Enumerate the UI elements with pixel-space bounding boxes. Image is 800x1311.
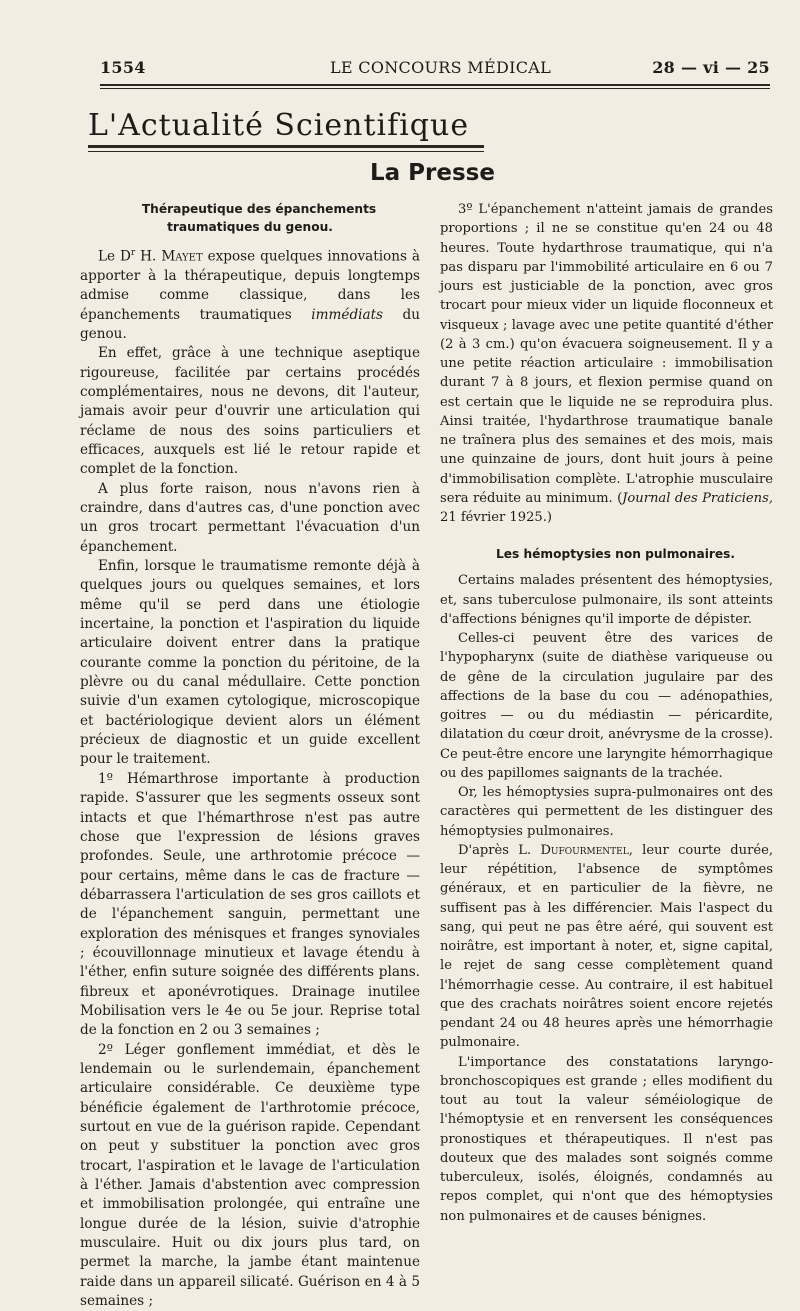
section-title-rule-thin	[88, 151, 484, 152]
rubric-title: La Presse	[370, 160, 495, 186]
issue-date: 28 — vi — 25	[652, 58, 770, 77]
paragraph: 1º Hémarthrose importante à production rapide. S'assurer que les segments osseux sont intacts et que l'hémarthrose n'est pas autre chose que l'expression de lésions graves profondes. Seule, une arthrotomie précoce — pour certains, même dans le cas de fracture — débarrassera l'articulation de ses gros caillots et de l'épanchement sanguin, permettant une exploration des ménisques et franges synoviales ; écouvillonnage minutieux et lavage étendu à l'éther, enfin suture soignée des différents plans. fibreux et aponévrotiques. Drainage inutilee Mobilisation vers le 4e ou 5e jour. Reprise total de la fonction en 2 ou 3 semaines ;	[80, 770, 420, 1039]
paragraph: D'après L. Dufourmentel, leur courte durée, leur répétition, l'absence de symptômes généraux, et en particulier de la fièvre, ne suffisent pas à les différencier. Mais l'aspect du sang, qui peut ne pas être aéré, qui souvent est noirâtre, est important à noter, et, signe capital, le rejet de sang cesse complètement quand l'hémorrhagie cesse. Au contraire, il est habituel que des crachats noirâtres soient encore rejetés pendant 24 ou 48 heures après une hémorrhagie pulmonaire.	[440, 842, 773, 1051]
page-number: 1554	[100, 58, 146, 77]
paragraph: Or, les hémoptysies supra-pulmonaires ont des caractères qui permettent de les distinguer des hémoptysies pulmonaires.	[440, 785, 773, 839]
paragraph: En effet, grâce à une technique aseptique rigoureuse, facilitée par certains procédés complémentaires, nous ne devons, dit l'auteur, jamais avoir peur d'ouvrir une articulation qui réclame de nous des soins particuliers et efficaces, auxquels est lié le retour rapide et complet de la fonction.	[80, 345, 420, 478]
author-name: Mayet	[161, 248, 203, 265]
article-title: Thérapeutique des épanchements traumatiques du genou.	[141, 202, 377, 234]
section-title: L'Actualité Scientifique	[88, 108, 470, 143]
article-title: Les hémoptysies non pulmonaires.	[495, 547, 736, 562]
paragraph: Certains malades présentent des hémoptysies, et, sans tuberculose pulmonaire, ils sont atteints d'affections bénignes qu'il importe de dépister.	[440, 573, 773, 627]
paragraph: Enfin, lorsque le traumatisme remonte déjà à quelques jours ou quelques semaines, et lors même qu'il se perd dans une étiologie incertaine, la ponction et l'aspiration du liquide articulaire doivent entrer dans la pratique courante comme la ponction du péritoine, de la plèvre ou du canal médullaire. Cette ponction suivie d'un examen cytologique, microscopique et bactériologique devient alors un élément précieux de diagnostic et un guide excellent pour le traitement.	[80, 558, 420, 768]
paragraph: Le $D^r$ H. Mayet expose quelques innovations à apporter à la thérapeutique, depuis longtemps admise comme classique, dans les épanchements traumatiques immédiats du genou.	[80, 248, 421, 342]
journal-title: LE CONCOURS MÉDICAL	[330, 58, 552, 77]
paragraph: L'importance des constatations laryngo-bronchoscopiques est grande ; elles modifient du tout au tout la valeur séméiologique de l'hémoptysie et en renversent les conséquences pronostiques et thérapeutiques. Il n'est pas douteux que des malades sont soignés comme tuberculeux, isolés, éloignés, condamnés au repos complet, qui n'ont que des hémoptysies non pulmonaires et de causes bénignes.	[440, 1054, 773, 1224]
citation: Journal des Praticiens,	[622, 490, 773, 506]
left-column	[80, 200, 420, 1311]
section-title-rule	[88, 145, 484, 148]
paragraph: Celles-ci peuvent être des varices de l'hypopharynx (suite de diathèse variqueuse ou de gêne de la circulation jugulaire par des affections de la base du cou — adénopathies, goitres — ou du médiastin — péricardite, dilatation du cœur droit, anévrysme de la crosse). Ce peut-être encore une laryngite hémorrhagique ou des papillomes saignants de la trachée.	[440, 631, 773, 781]
running-header	[100, 58, 770, 80]
paragraph: 3º L'épanchement n'atteint jamais de grandes proportions ; il ne se constitue qu'en 24 ou 48 heures. Toute hydarthrose traumatique, qui n'a pas disparu par l'immobilité articulaire en 6 ou 7 jours est justiciable de la ponction, avec gros trocart pour mieux vider un liquide floconneux et visqueux ; lavage avec une petite quantité d'éther (2 à 3 cm.) qu'on évacuera soigneusement. Il y a une petite réaction articulaire : immobilisation durant 7 à 8 jours, et flexion permise quand on est certain que le liquide ne se reproduira plus. Ainsi traitée, l'hydarthrose traumatique banale ne traînera plus des semaines et des mois, mais une quinzaine de jours, dont huit jours à peine d'immobilisation complète. L'atrophie musculaire sera réduite au minimum. (Journal des Praticiens, 21 février 1925.)	[440, 202, 773, 525]
right-column	[440, 200, 773, 1226]
header-rule-thin	[100, 88, 770, 89]
author-name: Dufourmentel	[540, 842, 629, 858]
paragraph: A plus forte raison, nous n'avons rien à craindre, dans d'autres cas, d'une ponction avec un gros trocart permettant l'évacuation d'un épanchement.	[80, 480, 420, 555]
paragraph: 2º Léger gonflement immédiat, et dès le lendemain ou le surlendemain, épanchement articulaire considérable. Ce deuxième type bénéficie également de l'arthrotomie précoce, surtout en vue de la guérison rapide. Cependant on peut y substituer la ponction avec gros trocart, l'aspiration et le lavage de l'articulation à l'éther. Jamais d'abstention avec compression et immobilisation prolongée, qui entraîne une longue durée de la lésion, suivie d'atrophie musculaire. Huit ou dix jours plus tard, on permet la marche, la jambe étant maintenue raide dans un appareil silicaté. Guérison en 4 à 5 semaines ;	[80, 1041, 420, 1310]
header-rule	[100, 84, 770, 86]
